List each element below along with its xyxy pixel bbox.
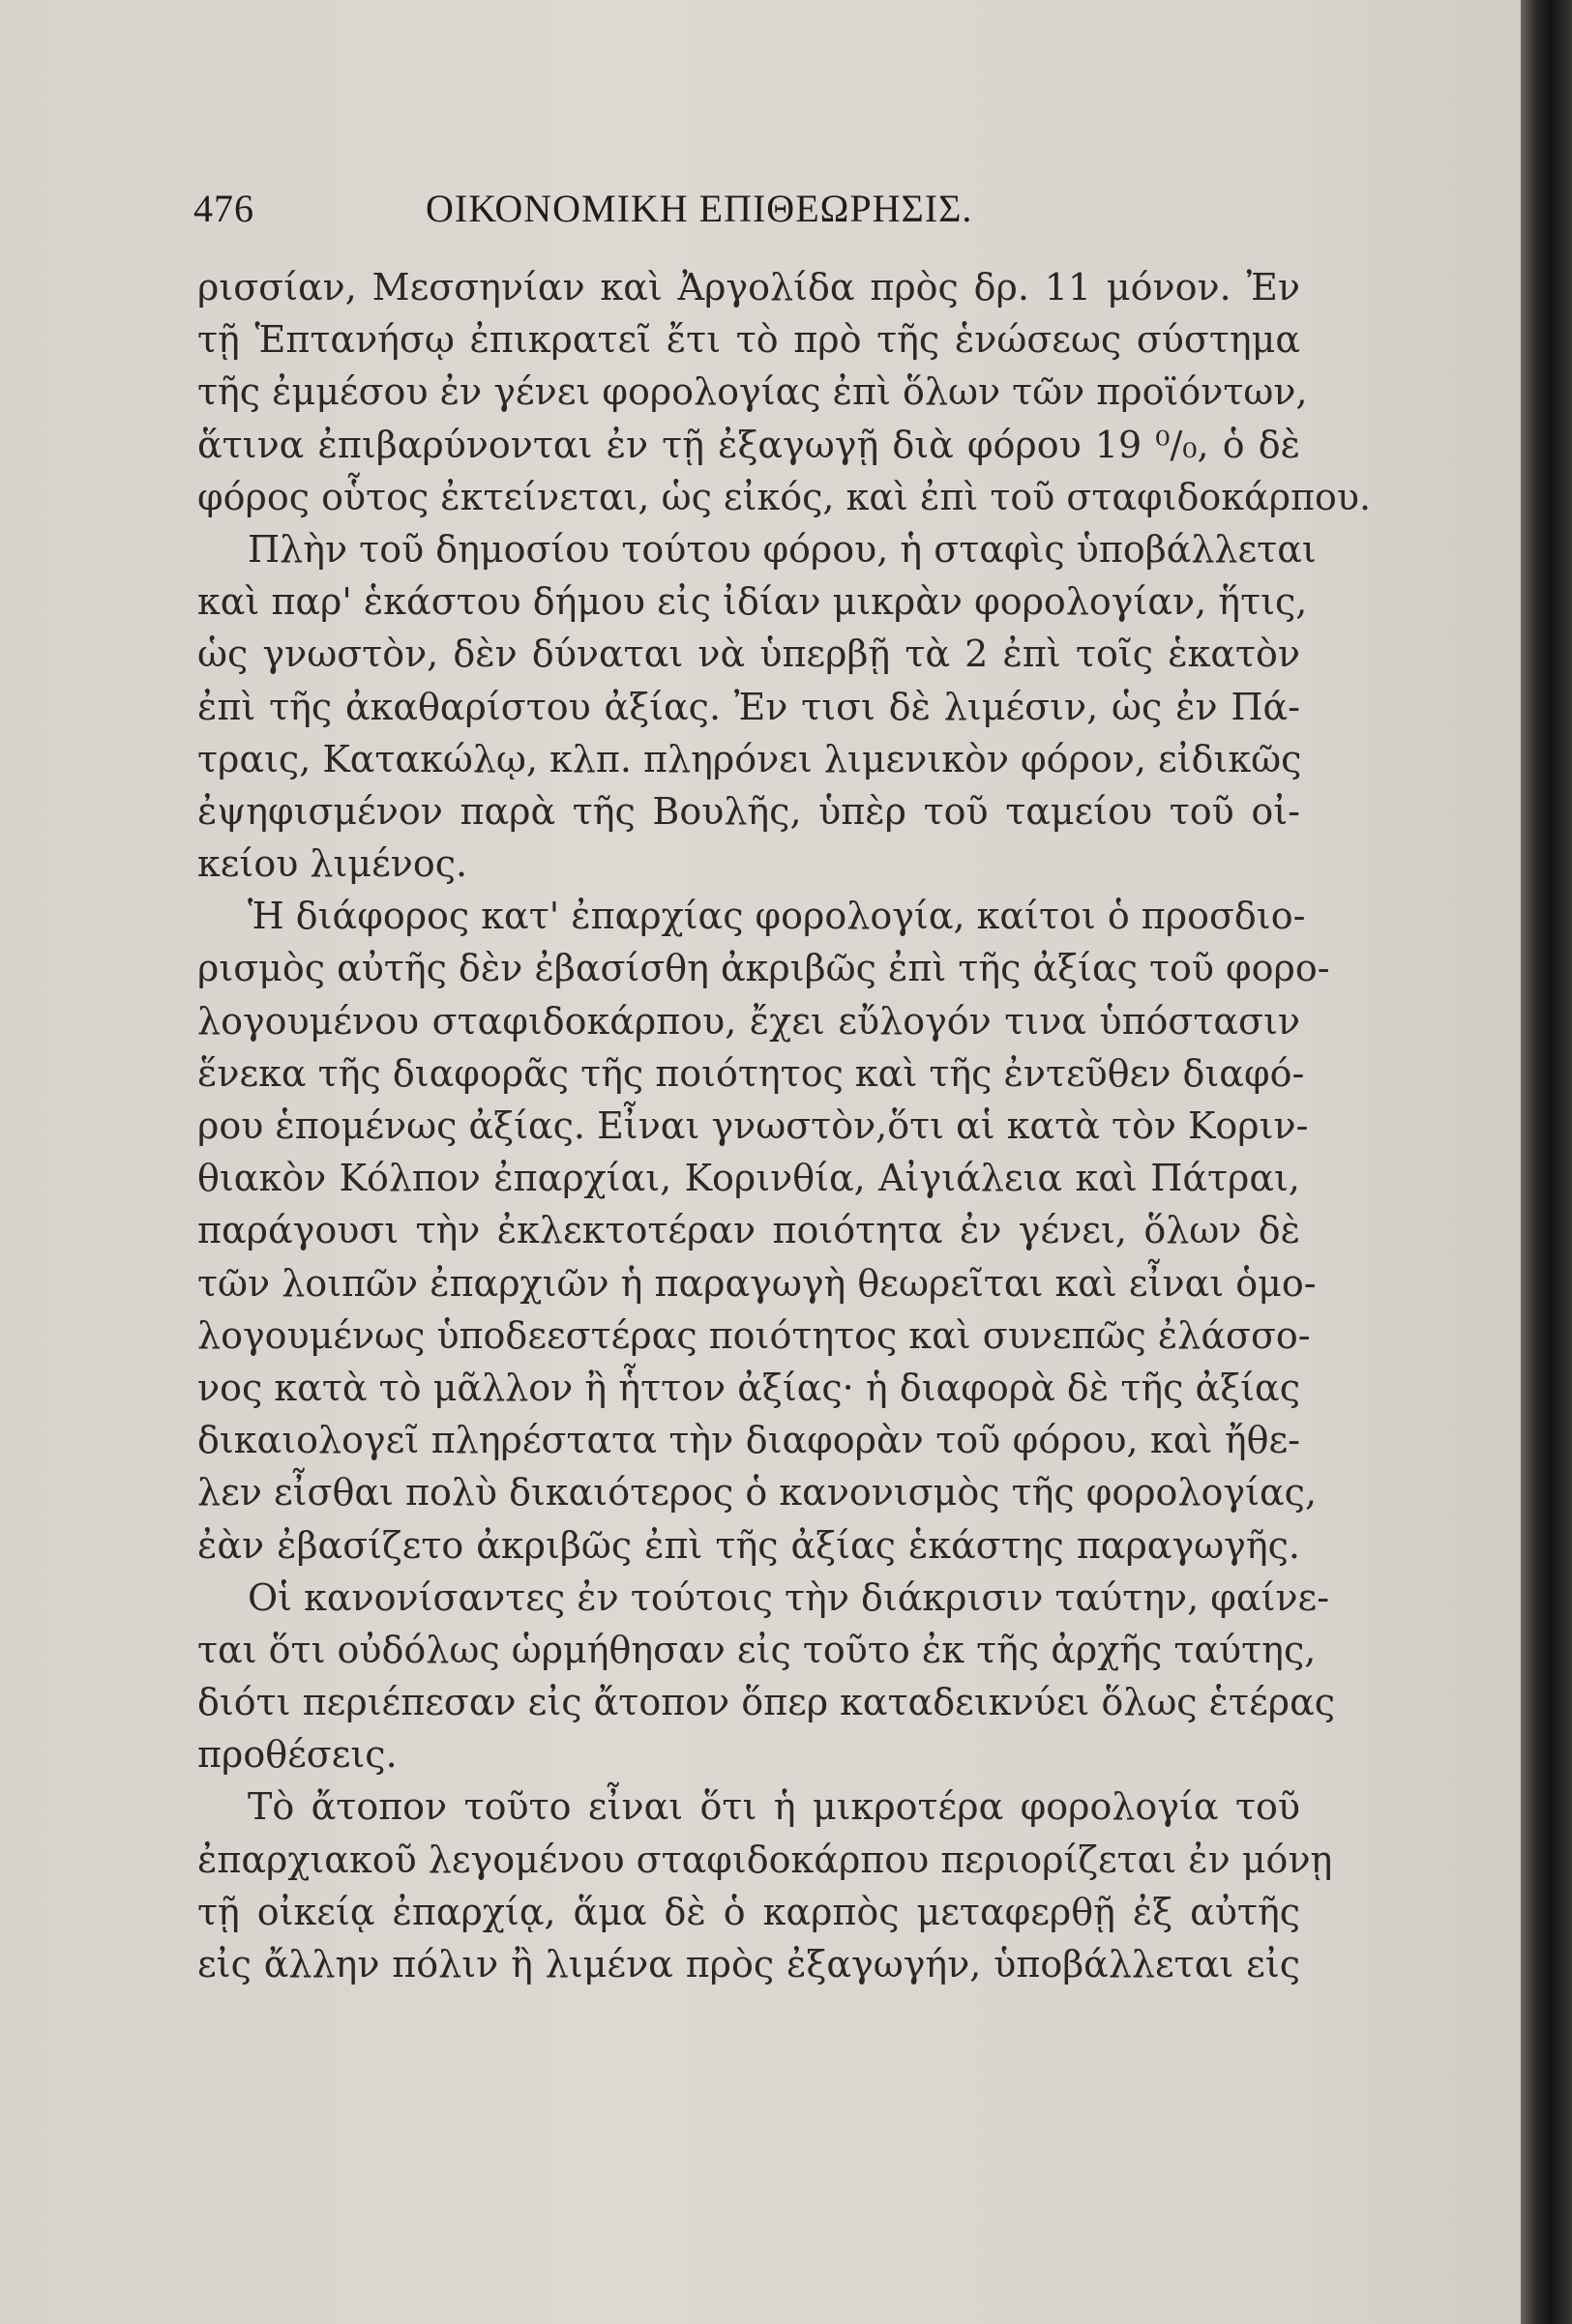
text-line: ρισμὸς αὐτῆς δὲν ἐβασίσθη ἀκριβῶς ἐπὶ τῆς ἀξίας τοῦ φορο- <box>197 947 1330 990</box>
page-header <box>193 186 1335 244</box>
text-line: δικαιολογεῖ πληρέστατα τὴν διαφορὰν τοῦ φόρου, καὶ ἤθε- <box>197 1419 1300 1462</box>
text-line: τραις, Κατακώλῳ, κλπ. πληρόνει λιμενικὸν φόρον, εἰδικῶς <box>197 737 1302 780</box>
text-line: λογουμένως ὑποδεεστέρας ποιότητος καὶ συνεπῶς ἐλάσσο- <box>197 1313 1311 1357</box>
text-line: ἅτινα ἐπιβαρύνονται ἐν τῇ ἐξαγωγῇ διὰ φόρου 19 ⁰/₀, ὁ δὲ <box>197 423 1300 466</box>
text-line: παράγουσι τὴν ἐκλεκτοτέραν ποιότητα ἐν γένει, ὅλων δὲ <box>197 1209 1300 1252</box>
running-title: ΟΙΚΟΝΟΜΙΚΗ ΕΠΙΘΕΩΡΗΣΙΣ. <box>426 187 973 230</box>
text-line: θιακὸν Κόλπον ἐπαρχίαι, Κορινθία, Αἰγιάλεια καὶ Πάτραι, <box>197 1157 1300 1200</box>
text-line: φόρος οὗτος ἐκτείνεται, ὡς εἰκός, καὶ ἐπὶ τοῦ σταφιδοκάρπου. <box>197 475 1372 518</box>
text-line: ρου ἑπομένως ἀξίας. Εἶναι γνωστὸν,ὅτι αἱ κατὰ τὸν Κοριν- <box>197 1104 1309 1147</box>
paragraph-start-line: Οἱ κανονίσαντες ἐν τούτοις τὴν διάκρισιν ταύτην, φαίνε- <box>248 1575 1330 1619</box>
text-line: ται ὅτι οὐδόλως ὡρμήθησαν εἰς τοῦτο ἐκ τῆς ἀρχῆς ταύτης, <box>197 1628 1317 1671</box>
text-line: εἰς ἄλλην πόλιν ἢ λιμένα πρὸς ἐξαγωγήν, ὑποβάλλεται εἰς <box>197 1943 1300 1986</box>
text-line: νος κατὰ τὸ μᾶλλον ἢ ἧττον ἀξίας· ἡ διαφορὰ δὲ τῆς ἀξίας <box>197 1366 1300 1409</box>
text-line: λογουμένου σταφιδοκάρπου, ἔχει εὔλογόν τινα ὑπόστασιν <box>197 999 1300 1043</box>
paragraph-start-line: Ἡ διάφορος κατ' ἐπαρχίας φορολογία, καίτοι ὁ προσδιο- <box>248 895 1306 938</box>
paragraph-end-line: κείου λιμένος. <box>197 842 468 886</box>
paragraph-start-line: Τὸ ἄτοπον τοῦτο εἶναι ὅτι ἡ μικροτέρα φορολογία τοῦ <box>248 1785 1300 1829</box>
page-number: 476 <box>193 187 254 230</box>
text-line: ρισσίαν, Μεσσηνίαν καὶ Ἀργολίδα πρὸς δρ. 11 μόνον. Ἐν <box>197 266 1300 309</box>
text-line: ἕνεκα τῆς διαφορᾶς τῆς ποιότητος καὶ τῆς ἐντεῦθεν διαφό- <box>197 1051 1305 1095</box>
book-spine-shadow <box>1521 0 1572 2324</box>
text-line: λεν εἶσθαι πολὺ δικαιότερος ὁ κανονισμὸς τῆς φορολογίας, <box>197 1471 1318 1515</box>
body-text <box>197 261 1372 1990</box>
text-line: ἐὰν ἐβασίζετο ἀκριβῶς ἐπὶ τῆς ἀξίας ἑκάστης παραγωγῆς. <box>197 1523 1300 1567</box>
paragraph-end-line: προθέσεις. <box>197 1733 398 1777</box>
text-line: τῆς ἐμμέσου ἐν γένει φορολογίας ἐπὶ ὅλων τῶν προϊόντων, <box>197 370 1308 414</box>
text-line: ἐψηφισμένον παρὰ τῆς Βουλῆς, ὑπὲρ τοῦ ταμείου τοῦ οἰ- <box>197 789 1300 833</box>
text-line: τῶν λοιπῶν ἐπαρχιῶν ἡ παραγωγὴ θεωρεῖται καὶ εἶναι ὁμο- <box>197 1261 1317 1305</box>
text-line: τῇ οἰκείᾳ ἐπαρχίᾳ, ἅμα δὲ ὁ καρπὸς μεταφερθῇ ἐξ αὐτῆς <box>197 1890 1300 1933</box>
text-line: τῇ Ἑπτανήσῳ ἐπικρατεῖ ἔτι τὸ πρὸ τῆς ἑνώσεως σύστημα <box>197 318 1300 362</box>
paragraph-start-line: Πλὴν τοῦ δημοσίου τούτου φόρου, ἡ σταφὶς ὑποβάλλεται <box>248 527 1317 571</box>
text-line: ὡς γνωστὸν, δὲν δύναται νὰ ὑπερβῇ τὰ 2 ἐπὶ τοῖς ἑκατὸν <box>197 632 1300 676</box>
text-line: ἐπὶ τῆς ἀκαθαρίστου ἀξίας. Ἐν τισι δὲ λιμέσιν, ὡς ἐν Πά- <box>197 685 1300 728</box>
text-line: ἐπαρχιακοῦ λεγομένου σταφιδοκάρπου περιορίζεται ἐν μόνῃ <box>197 1838 1333 1881</box>
text-line: καὶ παρ' ἑκάστου δήμου εἰς ἰδίαν μικρὰν φορολογίαν, ἥτις, <box>197 580 1308 624</box>
text-line: διότι περιέπεσαν εἰς ἄτοπον ὅπερ καταδεικνύει ὅλως ἑτέρας <box>197 1681 1336 1724</box>
